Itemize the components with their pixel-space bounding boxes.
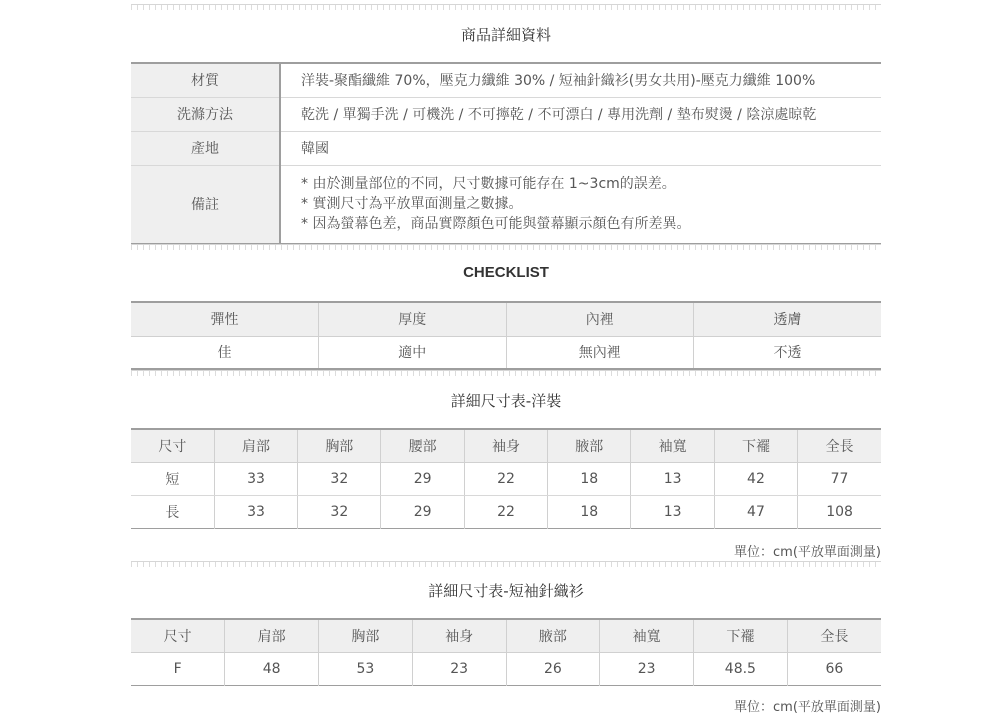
checklist-header: 彈性 — [131, 302, 319, 336]
detail-row-origin — [131, 131, 881, 165]
checklist-header: 厚度 — [319, 302, 507, 336]
size-header: 腋部 — [548, 429, 631, 462]
size-cell: 32 — [298, 462, 381, 495]
note-line: * 實測尺寸為平放單面測量之數據。 — [301, 196, 523, 213]
checklist-value: 佳 — [131, 336, 319, 369]
size-cell: 23 — [600, 652, 694, 685]
table-row — [131, 652, 881, 685]
checklist-value: 適中 — [319, 336, 507, 369]
size-cell: 22 — [464, 462, 547, 495]
size-header: 袖身 — [412, 619, 506, 652]
detail-notes — [280, 165, 881, 244]
size-dress-table — [131, 428, 881, 529]
size-cell: 長 — [131, 495, 214, 528]
size-knit-table — [131, 618, 881, 686]
size-cell: 48 — [225, 652, 319, 685]
size-header: 全長 — [787, 619, 881, 652]
detail-title: 商品詳細資料 — [460, 26, 551, 44]
detail-label: 洗滌方法 — [131, 97, 280, 131]
size-cell: 29 — [381, 462, 464, 495]
detail-label: 備註 — [131, 165, 280, 244]
size-header: 胸部 — [319, 619, 413, 652]
size-cell: 29 — [381, 495, 464, 528]
detail-table — [131, 62, 881, 245]
size-cell: 18 — [548, 495, 631, 528]
detail-value: 韓國 — [280, 131, 881, 165]
size-cell: 108 — [826, 503, 853, 520]
size-header: 尺寸 — [131, 429, 214, 462]
size-cell: 66 — [825, 660, 844, 677]
size-knit-ruler — [131, 561, 881, 569]
top-ruler — [131, 4, 881, 12]
size-header: 肩部 — [225, 619, 319, 652]
size-cell: F — [131, 652, 225, 685]
detail-row-material — [131, 63, 881, 97]
size-cell: 53 — [319, 652, 413, 685]
detail-value: 乾洗 / 單獨手洗 / 可機洗 / 不可擰乾 / 不可漂白 / 專用洗劑 / 墊布熨燙 / 陰涼處晾乾 — [280, 97, 881, 131]
size-header: 肩部 — [214, 429, 297, 462]
detail-row-notes — [131, 165, 881, 244]
checklist-ruler — [131, 244, 881, 252]
detail-value: 洋裝-聚酯纖維 70%，壓克力纖維 30% / 短袖針織衫(男女共用)-壓克力纖維 100% — [280, 63, 881, 97]
size-cell: 短 — [131, 462, 214, 495]
size-cell: 22 — [464, 495, 547, 528]
detail-row-washing — [131, 97, 881, 131]
size-header: 腰部 — [381, 429, 464, 462]
size-cell: 23 — [412, 652, 506, 685]
size-header-row — [131, 429, 881, 462]
size-header: 袖寬 — [631, 429, 714, 462]
size-knit-unit: 單位：cm(平放單面測量) — [734, 700, 881, 715]
detail-label: 材質 — [131, 63, 280, 97]
checklist-header: 內裡 — [506, 302, 694, 336]
size-cell: 33 — [214, 462, 297, 495]
detail-label: 產地 — [131, 131, 280, 165]
size-cell: 13 — [631, 462, 714, 495]
checklist-value-row — [131, 336, 881, 369]
checklist-value: 不透 — [773, 345, 802, 362]
size-cell: 42 — [714, 462, 797, 495]
checklist-title: CHECKLIST — [463, 264, 549, 281]
size-dress-unit: 單位：cm(平放單面測量) — [734, 545, 881, 560]
table-row — [131, 495, 881, 528]
note-line: * 由於測量部位的不同，尺寸數據可能存在 1~3cm的誤差。 — [301, 176, 676, 193]
size-header: 袖身 — [464, 429, 547, 462]
size-dress-title: 詳細尺寸表-洋裝 — [450, 392, 562, 410]
size-header: 腋部 — [506, 619, 600, 652]
checklist-table — [131, 301, 881, 370]
size-dress-ruler — [131, 370, 881, 378]
size-header: 尺寸 — [131, 619, 225, 652]
size-cell: 26 — [506, 652, 600, 685]
size-header: 全長 — [798, 429, 881, 462]
size-cell: 77 — [798, 462, 881, 495]
size-header-row — [131, 619, 881, 652]
checklist-value: 無內裡 — [506, 336, 694, 369]
note-line: * 因為螢幕色差，商品實際顏色可能與螢幕顯示顏色有所差異。 — [301, 216, 691, 233]
size-knit-title: 詳細尺寸表-短袖針織衫 — [428, 582, 584, 600]
checklist-header-row — [131, 302, 881, 336]
size-cell: 32 — [298, 495, 381, 528]
size-cell: 18 — [548, 462, 631, 495]
size-header: 下襬 — [714, 429, 797, 462]
size-header: 袖寬 — [600, 619, 694, 652]
checklist-header: 透膚 — [694, 302, 882, 336]
size-cell: 47 — [714, 495, 797, 528]
size-header: 下襬 — [694, 619, 788, 652]
table-row — [131, 462, 881, 495]
size-cell: 33 — [214, 495, 297, 528]
size-cell: 48.5 — [694, 652, 788, 685]
size-header: 胸部 — [298, 429, 381, 462]
size-cell: 13 — [631, 495, 714, 528]
